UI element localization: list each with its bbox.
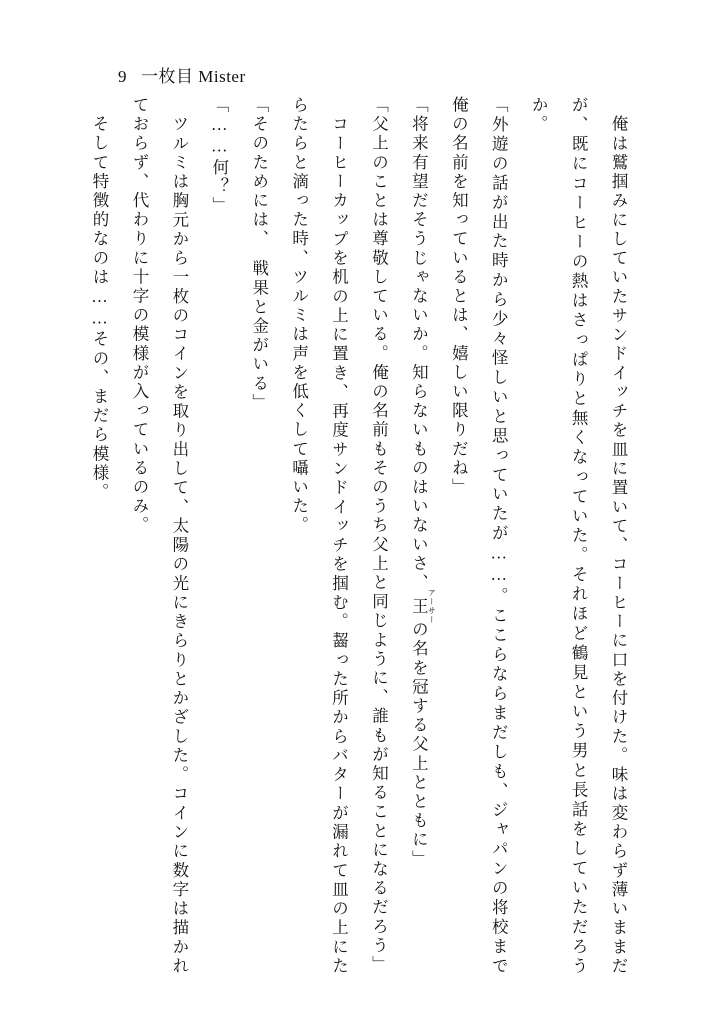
paragraph: そして特徴的なのは……その、まだら模様。 — [90, 96, 110, 503]
paragraph: 「外遊の話が出た時から少々怪しいと思っていたが……。ここらならまだしも、ジャパンの将校まで俺の名前を知っているとは、嬉しい限りだね」 — [449, 96, 509, 976]
paragraph: ツルミは胸元から一枚のコインを取り出して、太陽の光にきらりとかざした。コインに数字は描かれておらず、代わりに十字の模様が入っているのみ。 — [129, 96, 189, 976]
paragraph: 「父上のことは尊敬している。俺の名前もそのうち父上と同じように、誰もが知ることになるだろう」 — [369, 96, 389, 975]
paragraph: コーヒーカップを机の上に置き、再度サンドイッチを掴む。齧った所からバターが漏れて皿の上にたらたらと滴った時、ツルミは声を低くして囁いた。 — [289, 96, 349, 976]
paragraph: 「将来有望だそうじゃないか。知らないものはいないさ、王 アーサーの名を冠する父上とともに」 — [409, 96, 437, 869]
paragraph: 「そのためには、 戦果と金がいる」 — [249, 96, 269, 413]
ruby-annotation: 王 アーサー — [409, 588, 437, 625]
paragraph: 「……何？」 — [209, 96, 229, 216]
running-title: 一枚目 Mister — [141, 67, 246, 86]
body-text — [78, 96, 638, 976]
page-header — [118, 62, 246, 87]
paragraph: 俺は鷲掴みにしていたサンドイッチを皿に置いて、コーヒーに口を付けた。味は変わらず薄いままだが、既にコーヒーの熱はさっぱりと無くなっていた。それほど鶴見という男と長話をしていただろうか。 — [529, 96, 628, 976]
page-number: 9 — [118, 67, 127, 86]
